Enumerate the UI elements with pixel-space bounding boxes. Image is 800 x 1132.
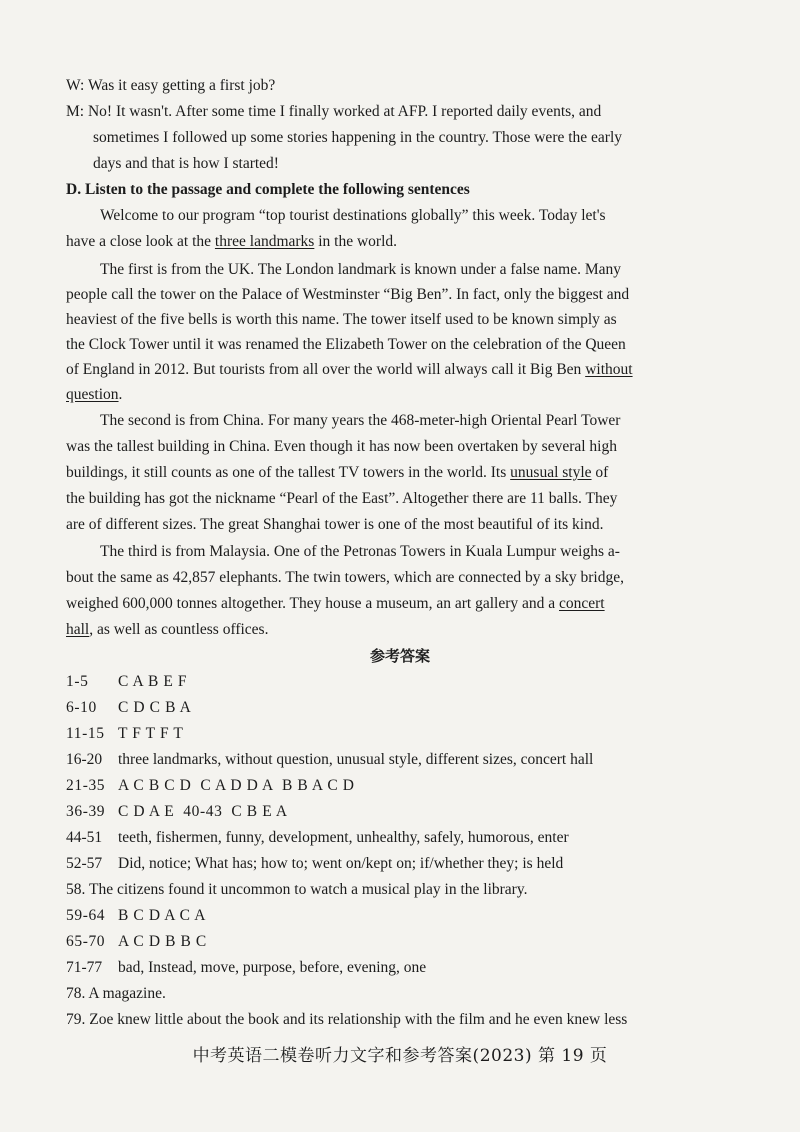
dialogue-m-text-2: sometimes I followed up some stories happening in the country. Those were the early <box>93 129 623 146</box>
p3-line-3 <box>66 463 608 483</box>
answer-range: 21-35 <box>66 777 106 794</box>
dialogue-m-line <box>66 102 601 122</box>
dialogue-m-text-3: days and that is how I started! <box>93 155 279 172</box>
answer-row <box>66 932 207 952</box>
dialogue-w-line <box>66 76 275 96</box>
p4-line-1: The third is from Malaysia. One of the Petronas Towers in Kuala Lumpur weighs a- <box>100 543 620 560</box>
p2-line-2: people call the tower on the Palace of Westminster “Big Ben”. In fact, only the biggest and <box>66 286 630 303</box>
p1-line-2 <box>66 232 397 252</box>
answer-range: 59-64 <box>66 907 106 924</box>
answer-row <box>66 984 166 1004</box>
answer-text: three landmarks, without question, unusual style, different sizes, concert hall <box>118 751 594 768</box>
answer-row <box>66 906 206 926</box>
p2-line-1: The first is from the UK. The London landmark is known under a false name. Many <box>100 261 621 278</box>
p2-line-4: the Clock Tower until it was renamed the Elizabeth Tower on the celebration of the Queen <box>66 336 626 353</box>
p1-text: have a close look at the <box>66 233 215 250</box>
answer-range: 44-51 <box>66 829 103 846</box>
answer-row <box>66 1010 627 1030</box>
p2-line-6 <box>66 385 122 405</box>
p3-text: buildings, it still counts as one of the tallest TV towers in the world. Its <box>66 464 511 481</box>
p4-line-3 <box>66 594 605 614</box>
page-footer: 中考英语二模卷听力文字和参考答案(2023) 第 19 页 <box>192 1046 608 1066</box>
p2-text-end: . <box>118 386 123 403</box>
p3-text-end: of <box>591 464 609 481</box>
p1-text-end: in the world. <box>314 233 397 250</box>
p4-text-end: , as well as countless offices. <box>89 621 269 638</box>
p2-line-5 <box>66 360 633 380</box>
answer-range: 36-39 <box>66 803 106 820</box>
answer-text: C D C B A <box>118 699 192 716</box>
answer-row <box>66 958 426 978</box>
blank-answer-question: question <box>66 386 119 403</box>
answer-text: T F T F T <box>118 725 184 742</box>
answer-row <box>66 750 593 770</box>
p4-line-4 <box>66 620 268 640</box>
answer-row <box>66 880 527 900</box>
answer-range: 65-70 <box>66 933 106 950</box>
answer-range: 1-5 <box>66 673 89 690</box>
answer-text: C A B E F <box>118 673 188 690</box>
answer-row <box>66 854 563 874</box>
answer-text: C D A E 40-43 C B E A <box>118 803 288 820</box>
answer-range: 6-10 <box>66 699 97 716</box>
answer-range: 71-77 <box>66 959 103 976</box>
p4-line-2: bout the same as 42,857 elephants. The twin towers, which are connected by a sky bridge, <box>66 569 624 586</box>
p3-line-1: The second is from China. For many years the 468-meter-high Oriental Pearl Tower <box>100 412 621 429</box>
answer-text: teeth, fishermen, funny, development, unhealthy, safely, humorous, enter <box>118 829 569 846</box>
blank-answer-three-landmarks: three landmarks <box>214 233 315 250</box>
answer-range: 16-20 <box>66 751 103 768</box>
answer-text: A C D B B C <box>118 933 207 950</box>
p3-line-5: are of different sizes. The great Shanghai tower is one of the most beautiful of its kind. <box>66 516 604 533</box>
speaker-m: M: <box>66 103 85 120</box>
dialogue-m-text-1: No! It wasn't. After some time I finally worked at AFP. I reported daily events, and <box>87 103 602 120</box>
answer-text: bad, Instead, move, purpose, before, evening, one <box>118 959 427 976</box>
blank-answer-without: without <box>585 361 633 378</box>
blank-answer-unusual-style: unusual style <box>510 464 592 481</box>
p4-text: weighed 600,000 tonnes altogether. They house a museum, an art gallery and a <box>66 595 559 612</box>
answer-row <box>66 698 191 718</box>
blank-answer-hall: hall <box>66 621 90 638</box>
section-d-heading: D. Listen to the passage and complete the following sentences <box>66 181 470 198</box>
answer-text: B C D A C A <box>118 907 207 924</box>
answer-text: Did, notice; What has; how to; went on/kept on; if/whether they; is held <box>118 855 564 872</box>
speaker-w: W: <box>66 77 85 94</box>
p3-line-4: the building has got the nickname “Pearl of the East”. Altogether there are 11 balls. They <box>66 490 618 507</box>
answer-row <box>66 724 183 744</box>
p2-line-3: heaviest of the five bells is worth this name. The tower itself used to be known simply as <box>66 311 617 328</box>
answer-range: 11-15 <box>66 725 105 742</box>
answer-range: 52-57 <box>66 855 103 872</box>
answer-row <box>66 776 355 796</box>
answer-text: 58. The citizens found it uncommon to watch a musical play in the library. <box>66 881 528 898</box>
answer-text: 78. A magazine. <box>66 985 166 1002</box>
p1-line-1: Welcome to our program “top tourist destinations globally” this week. Today let's <box>100 207 606 224</box>
answer-text: 79. Zoe knew little about the book and its relationship with the film and he even knew less <box>66 1011 628 1028</box>
answer-row <box>66 672 187 692</box>
answer-row <box>66 802 288 822</box>
blank-answer-concert: concert <box>559 595 605 612</box>
answers-heading: 参考答案 <box>369 647 430 665</box>
answer-text: A C B C D C A D D A B B A C D <box>118 777 355 794</box>
p3-line-2: was the tallest building in China. Even though it has now been overtaken by several high <box>66 438 617 455</box>
answer-row <box>66 828 569 848</box>
p2-text: of England in 2012. But tourists from all over the world will always call it Big Ben <box>66 361 586 378</box>
dialogue-w-text: Was it easy getting a first job? <box>87 77 276 94</box>
